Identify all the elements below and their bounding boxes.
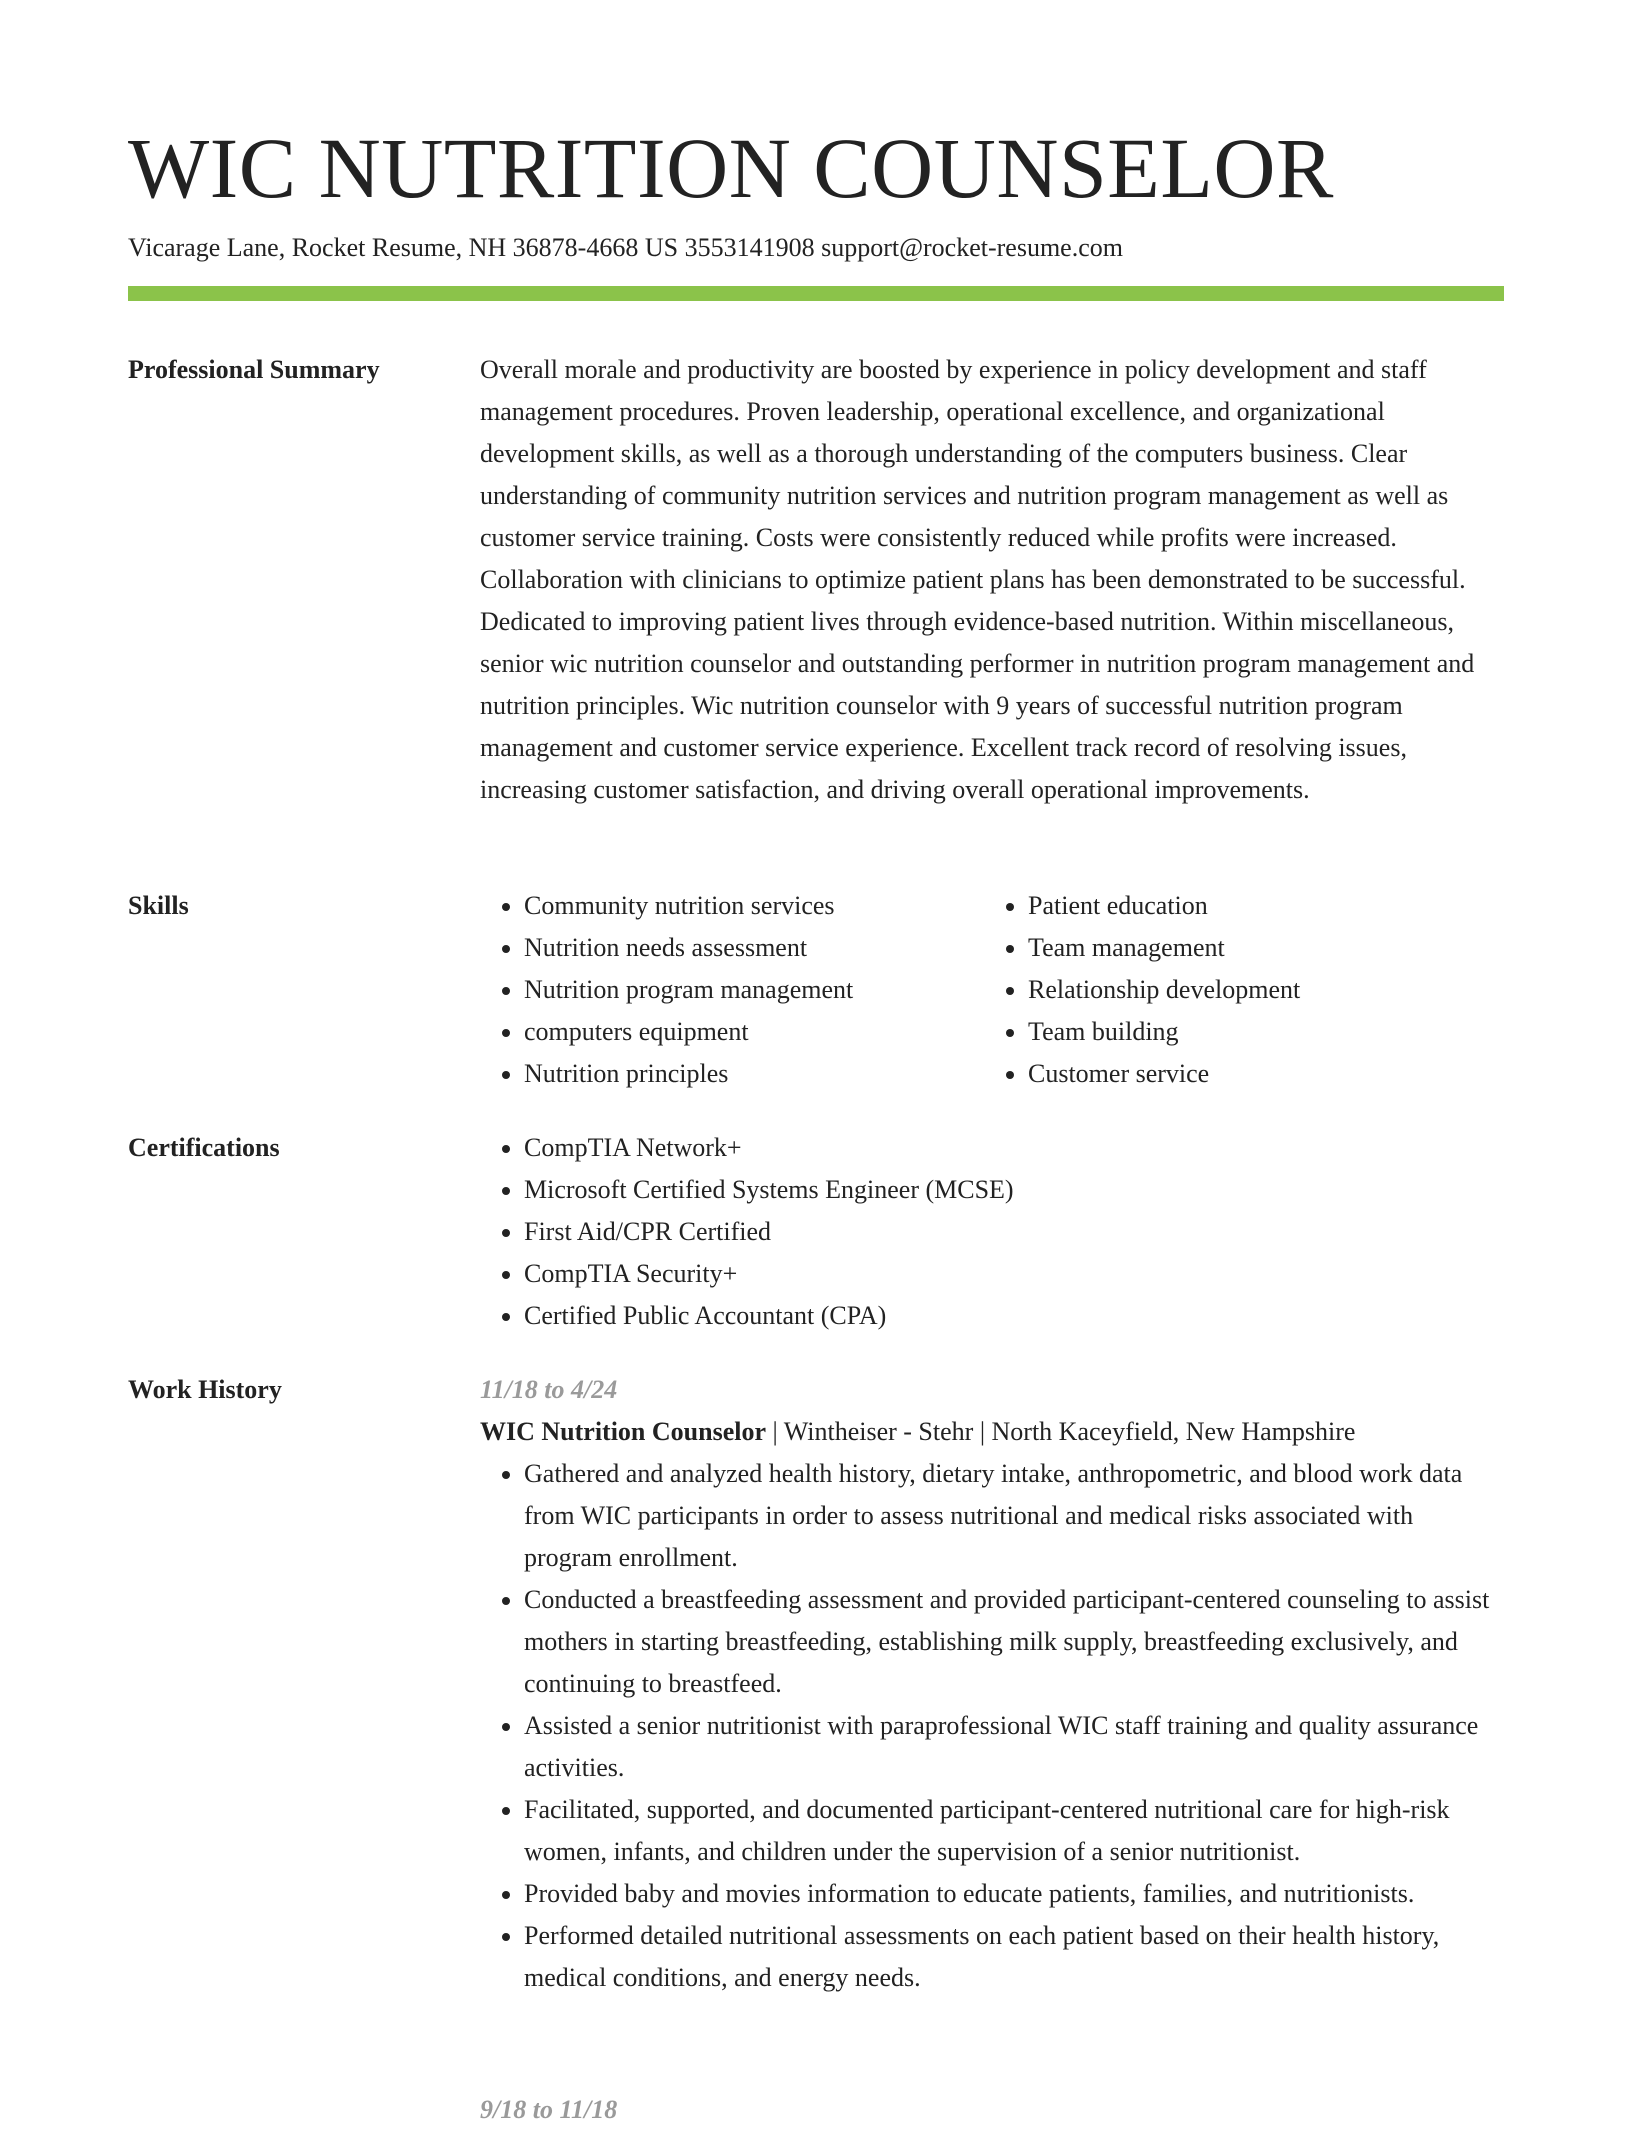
job-title: WIC Nutrition Counselor [480,1417,767,1446]
skill-item: • Patient education [1028,885,1488,927]
skill-item: • Nutrition needs assessment [524,927,984,969]
certification-item: • First Aid/CPR Certified [524,1211,1504,1253]
job-duty-item: • Gathered and analyzed health history, dietary intake, anthropometric, and blood work data from WIC participants in order to assess nutritional and medical risks associated with program enrollment. [524,1453,1504,1579]
job-duty-item: • Provided baby and movies information to educate patients, families, and nutritionists. [524,1873,1504,1915]
skill-item: • computers equipment [524,1011,984,1053]
summary-body [480,349,1504,811]
skills-body [480,885,1504,1095]
skills-heading: Skills [128,891,189,920]
certification-item: • Microsoft Certified Systems Engineer (MCSE) [524,1169,1504,1211]
certifications-heading: Certifications [128,1133,280,1162]
job-duty-item: • Assisted a senior nutritionist with paraprofessional WIC staff training and quality assurance activities. [524,1705,1504,1789]
header-divider [128,286,1504,301]
skills-list-left [480,885,984,1095]
job-dates: 9/18 to 11/18 [480,2095,618,2124]
certification-item: • Certified Public Accountant (CPA) [524,1295,1504,1337]
job-duty-item: • Facilitated, supported, and documented participant-centered nutritional care for high-risk women, infants, and children under the supervision of a senior nutritionist. [524,1789,1504,1873]
skill-item: • Nutrition program management [524,969,984,1011]
skill-item: • Community nutrition services [524,885,984,927]
job-company-location: | Wintheiser - Stehr | North Kaceyfield, New Hampshire [766,1417,1356,1446]
contact-info: Vicarage Lane, Rocket Resume, NH 36878-4668 US 3553141908 support@rocket-resume.com [128,233,1123,262]
job-entry [480,2089,617,2131]
job-header [480,1411,1504,1453]
job-duties-list [480,1453,1504,1999]
job-entry [480,1369,1504,1999]
certifications-list [480,1127,1504,1337]
skills-list-right [984,885,1488,1095]
certification-item: • CompTIA Network+ [524,1127,1504,1169]
skill-item: • Team building [1028,1011,1488,1053]
job-dates: 11/18 to 4/24 [480,1375,618,1404]
skill-item: • Customer service [1028,1053,1488,1095]
job-duty-item: • Conducted a breastfeeding assessment and provided participant-centered counseling to assist mothers in starting breastfeeding, establishing milk supply, breastfeeding exclusively, and continuing to breastfeed. [524,1579,1504,1705]
job-duty-item: • Performed detailed nutritional assessments on each patient based on their health history, medical conditions, and energy needs. [524,1915,1504,1999]
skill-item: • Relationship development [1028,969,1488,1011]
certifications-body [480,1127,1504,1337]
skill-item: • Team management [1028,927,1488,969]
work-history-body [480,1369,1504,2124]
resume-name: WIC NUTRITION COUNSELOR [128,120,1334,216]
summary-heading: Professional Summary [128,355,380,384]
summary-text: Overall morale and productivity are boosted by experience in policy development and staff management procedures. Proven leadership, operational excellence, and organizational development skills, as well as a thorough understanding of the computers business. Clear understanding of community nutrition services and nutrition program management as well as customer service training. Costs were consistently reduced while profits were increased. Collaboration with clinicians to optimize patient plans has been demonstrated to be successful. Dedicated to improving patient lives through evidence-based nutrition. Within miscellaneous, senior wic nutrition counselor and outstanding performer in nutrition program management and nutrition principles. Wic nutrition counselor with 9 years of successful nutrition program management and customer service experience. Excellent track record of resolving issues, increasing customer satisfaction, and driving overall operational improvements. [480,355,1475,804]
certification-item: • CompTIA Security+ [524,1253,1504,1295]
skill-item: • Nutrition principles [524,1053,984,1095]
work-history-heading: Work History [128,1375,282,1404]
